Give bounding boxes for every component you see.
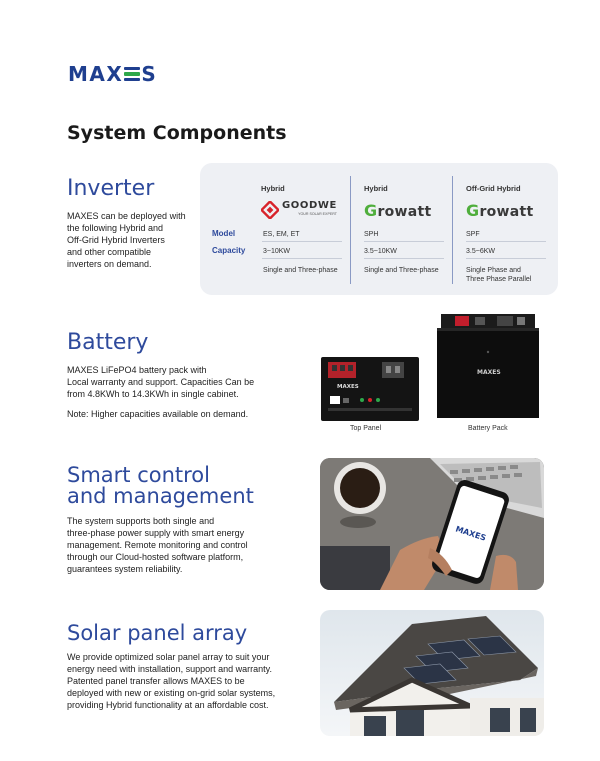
phone-logo: MAXES [454, 524, 488, 543]
growatt-logo [466, 201, 534, 220]
top-panel-caption: Top Panel [350, 425, 382, 432]
model-row-label: Model [212, 229, 236, 238]
col3-phase: Single Phase and Three Phase Parallel [466, 267, 532, 283]
goodwe-tagline: YOUR SOLAR EXPERT [298, 212, 337, 216]
col1-phase: Single and Three-phase [263, 267, 338, 274]
col3-capacity: 3.5~6KW [466, 248, 495, 255]
battery-text: MAXES LiFePO4 battery pack with Local warranty and support. Capacities Can be from 4.8KWh to 14.3KWh in single cabinet. [67, 365, 255, 399]
column-divider [350, 176, 351, 284]
col1-capacity: 3~10KW [263, 248, 291, 255]
smart-control-photo [320, 458, 544, 590]
col3-model: SPF [466, 231, 480, 238]
battery-pack-image [435, 312, 541, 420]
growatt-wordmark: Growatt [466, 201, 534, 220]
logo-letters: MAX [68, 62, 124, 86]
row-divider [466, 241, 546, 242]
solar-panel-photo [320, 610, 544, 736]
smart-text: The system supports both single and three-phase power supply with smart energy management. Remote monitoring and control through our Cloud-hosted software platform, guarantees system reliability. [67, 516, 248, 574]
row-divider [364, 258, 444, 259]
growatt-logo [364, 201, 432, 220]
logo-e-bars-icon [124, 66, 140, 82]
row-divider [364, 241, 444, 242]
row-divider [262, 241, 342, 242]
inverter-text: MAXES can be deployed with the following Hybrid and Off-Grid Hybrid Inverters and other compatible inverters on demand. [67, 211, 186, 269]
goodwe-logo [261, 201, 337, 219]
capacity-row-label: Capacity [212, 246, 246, 255]
column-divider [452, 176, 453, 284]
goodwe-wordmark: GOODWE [282, 200, 337, 211]
solar-text: We provide optimized solar panel array to suit your energy need with installation, support and warranty. Patented panel transfer allows MAXES to be deployed with new or existing on-grid solar systems, providing Hybrid functionality at an affordable cost. [67, 652, 276, 710]
goodwe-diamond-icon [261, 201, 279, 219]
growatt-wordmark: Growatt [364, 201, 432, 220]
col1-type: Hybrid [261, 184, 285, 193]
page-title: System Components [67, 122, 287, 144]
row-divider [466, 258, 546, 259]
maxes-logo [68, 63, 157, 85]
row-divider [262, 258, 342, 259]
battery-title: Battery [67, 330, 149, 355]
smart-title: Smart control and management [67, 463, 254, 508]
col2-phase: Single and Three-phase [364, 267, 439, 274]
col1-model: ES, EM, ET [263, 231, 300, 238]
col2-model: SPH [364, 231, 379, 238]
battery-note: Note: Higher capacities available on demand. [67, 409, 249, 419]
battery-pack-caption: Battery Pack [468, 425, 508, 432]
inverter-title: Inverter [67, 176, 155, 201]
panel-logo: MAXES [337, 384, 359, 390]
col2-capacity: 3.5~10KW [364, 248, 397, 255]
col2-type: Hybrid [364, 184, 388, 193]
logo-tail: S [141, 62, 158, 86]
solar-title: Solar panel array [67, 621, 248, 645]
col3-type: Off-Grid Hybrid [466, 184, 521, 193]
pack-logo: MAXES [477, 369, 501, 376]
top-panel-image [320, 356, 420, 422]
